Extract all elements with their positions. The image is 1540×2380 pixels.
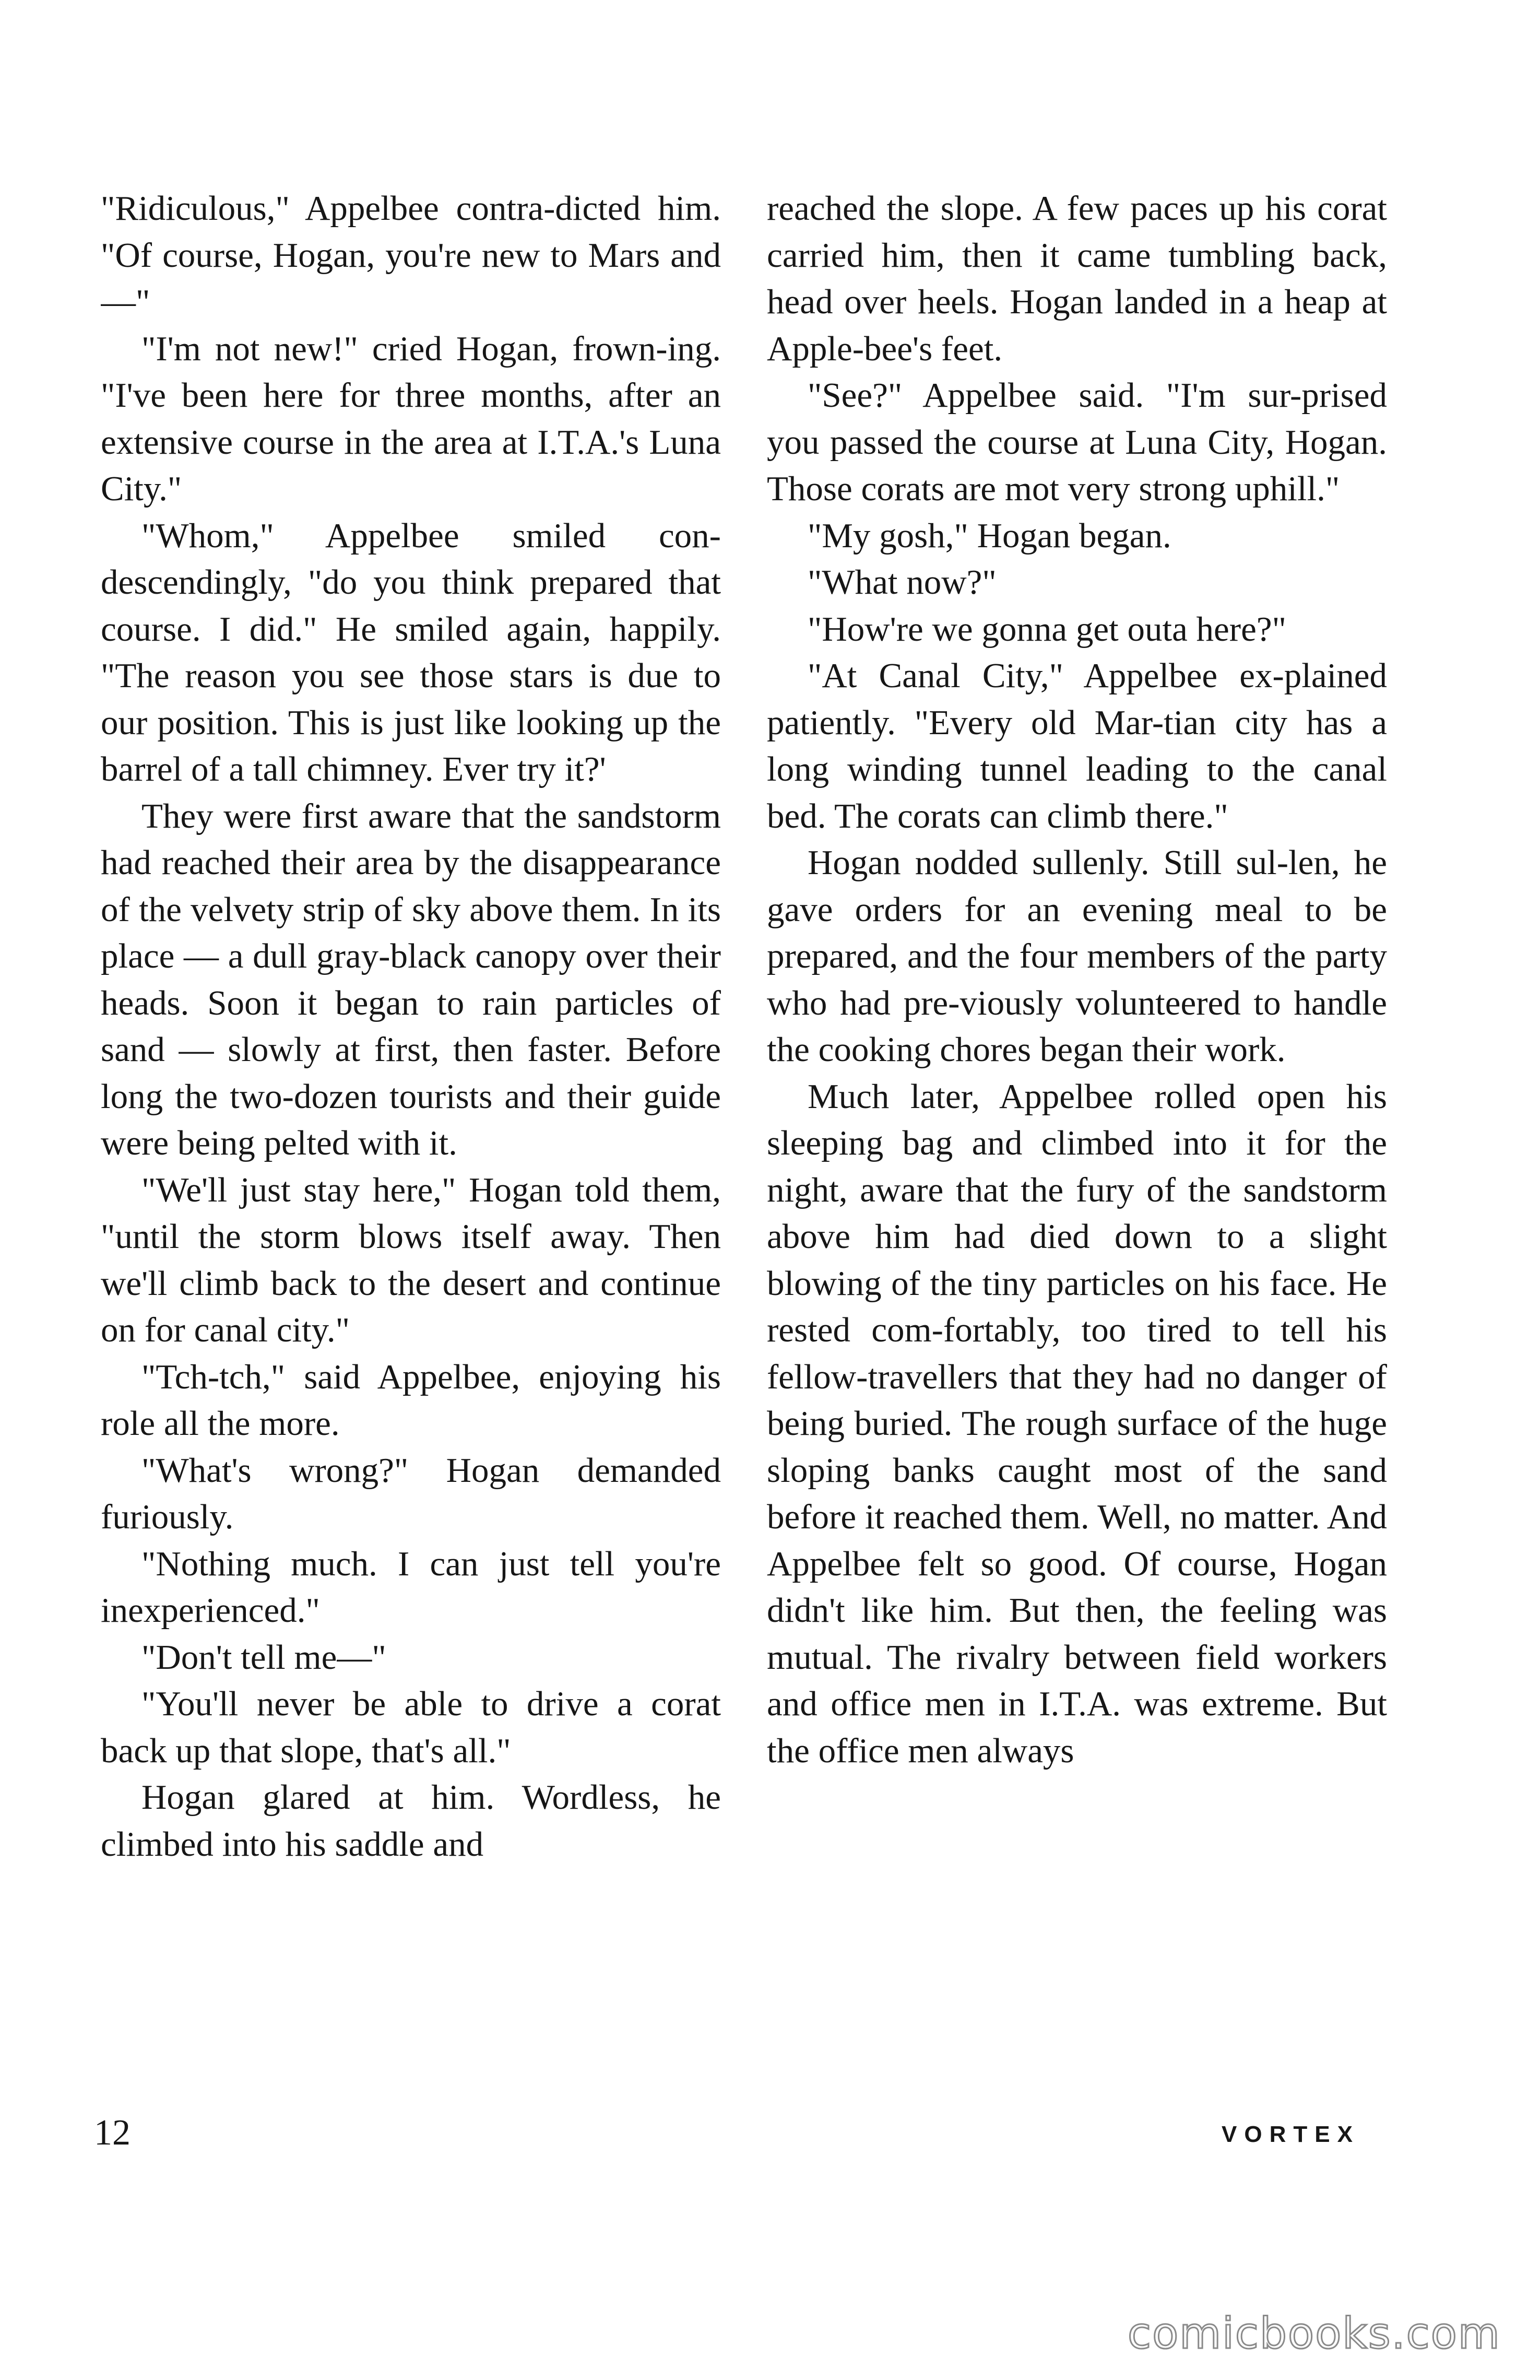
paragraph: "We'll just stay here," Hogan told them, "until the storm blows itself away. Then we'll climb back to the desert and continue on for canal city."	[101, 1170, 721, 1349]
paragraph: "What's wrong?" Hogan demanded furiously.	[101, 1451, 721, 1536]
paragraph: "Don't tell me—"	[141, 1637, 386, 1677]
paragraph: "I'm not new!" cried Hogan, frown-ing. "I've been here for three months, after an extensive course in the area at I.T.A.'s Luna City."	[101, 329, 721, 508]
paragraph: Hogan glared at him. Wordless, he climbed into his saddle and	[101, 1778, 721, 1864]
page-number: 12	[94, 2113, 131, 2153]
paragraph: reached the slope. A few paces up his corat carried him, then it came tumbling back, head over heels. Hogan landed in a heap at Apple-bee's feet.	[767, 189, 1387, 368]
paragraph: Hogan nodded sullenly. Still sul-len, he gave orders for an evening meal to be prepared, and the four members of the party who had pre-viously volunteered to handle the cooking chores began their work.	[767, 843, 1387, 1069]
paragraph: "See?" Appelbee said. "I'm sur-prised you passed the course at Luna City, Hogan. Those corats are mot very strong uphill."	[767, 376, 1387, 508]
paragraph: "How're we gonna get outa here?"	[808, 609, 1286, 649]
paragraph: "Whom," Appelbee smiled con-descendingly, "do you think prepared that course. I did." He smiled again, happily. "The reason you see those stars is due to our position. This is just like looking up the barrel of a tall chimney. Ever try it?'	[101, 516, 721, 788]
paragraph: "At Canal City," Appelbee ex-plained patiently. "Every old Mar-tian city has a long winding tunnel leading to the canal bed. The corats can climb there."	[767, 656, 1387, 835]
paragraph: "Tch-tch," said Appelbee, enjoying his role all the more.	[101, 1357, 721, 1443]
watermark: comicbooks.com	[1128, 2309, 1501, 2359]
paragraph: "Nothing much. I can just tell you're inexperienced."	[101, 1544, 721, 1630]
paragraph: Much later, Appelbee rolled open his sleeping bag and climbed into it for the night, aware that the fury of the sandstorm above him had died down to a slight blowing of the tiny particles on his face. He rested com-fortably, too tired to tell his fellow-travellers that they had no danger of being buried. The rough surface of the huge sloping banks caught most of the sand before it reached them. Well, no matter. And Appelbee felt so good. Of course, Hogan didn't like him. But then, the feeling was mutual. The rivalry between field workers and office men in I.T.A. was extreme. But the office men always	[767, 1077, 1387, 1770]
paragraph: "What now?"	[808, 563, 997, 602]
paragraph: "Ridiculous," Appelbee contra-dicted him. "Of course, Hogan, you're new to Mars and—"	[101, 189, 721, 321]
paragraph: "You'll never be able to drive a corat back up that slope, that's all."	[101, 1684, 721, 1770]
paragraph: "My gosh," Hogan began.	[808, 516, 1171, 555]
text-column-left	[101, 185, 721, 2060]
paragraph: They were first aware that the sandstorm had reached their area by the disappearance of the velvety strip of sky above them. In its place — a dull gray-black canopy over their heads. Soon it began to rain particles of sand — slowly at first, then faster. Before long the two-dozen tourists and their guide were being pelted with it.	[101, 796, 721, 1162]
magazine-title-footer: VORTEX	[1222, 2122, 1360, 2147]
text-column-right	[767, 185, 1387, 2060]
